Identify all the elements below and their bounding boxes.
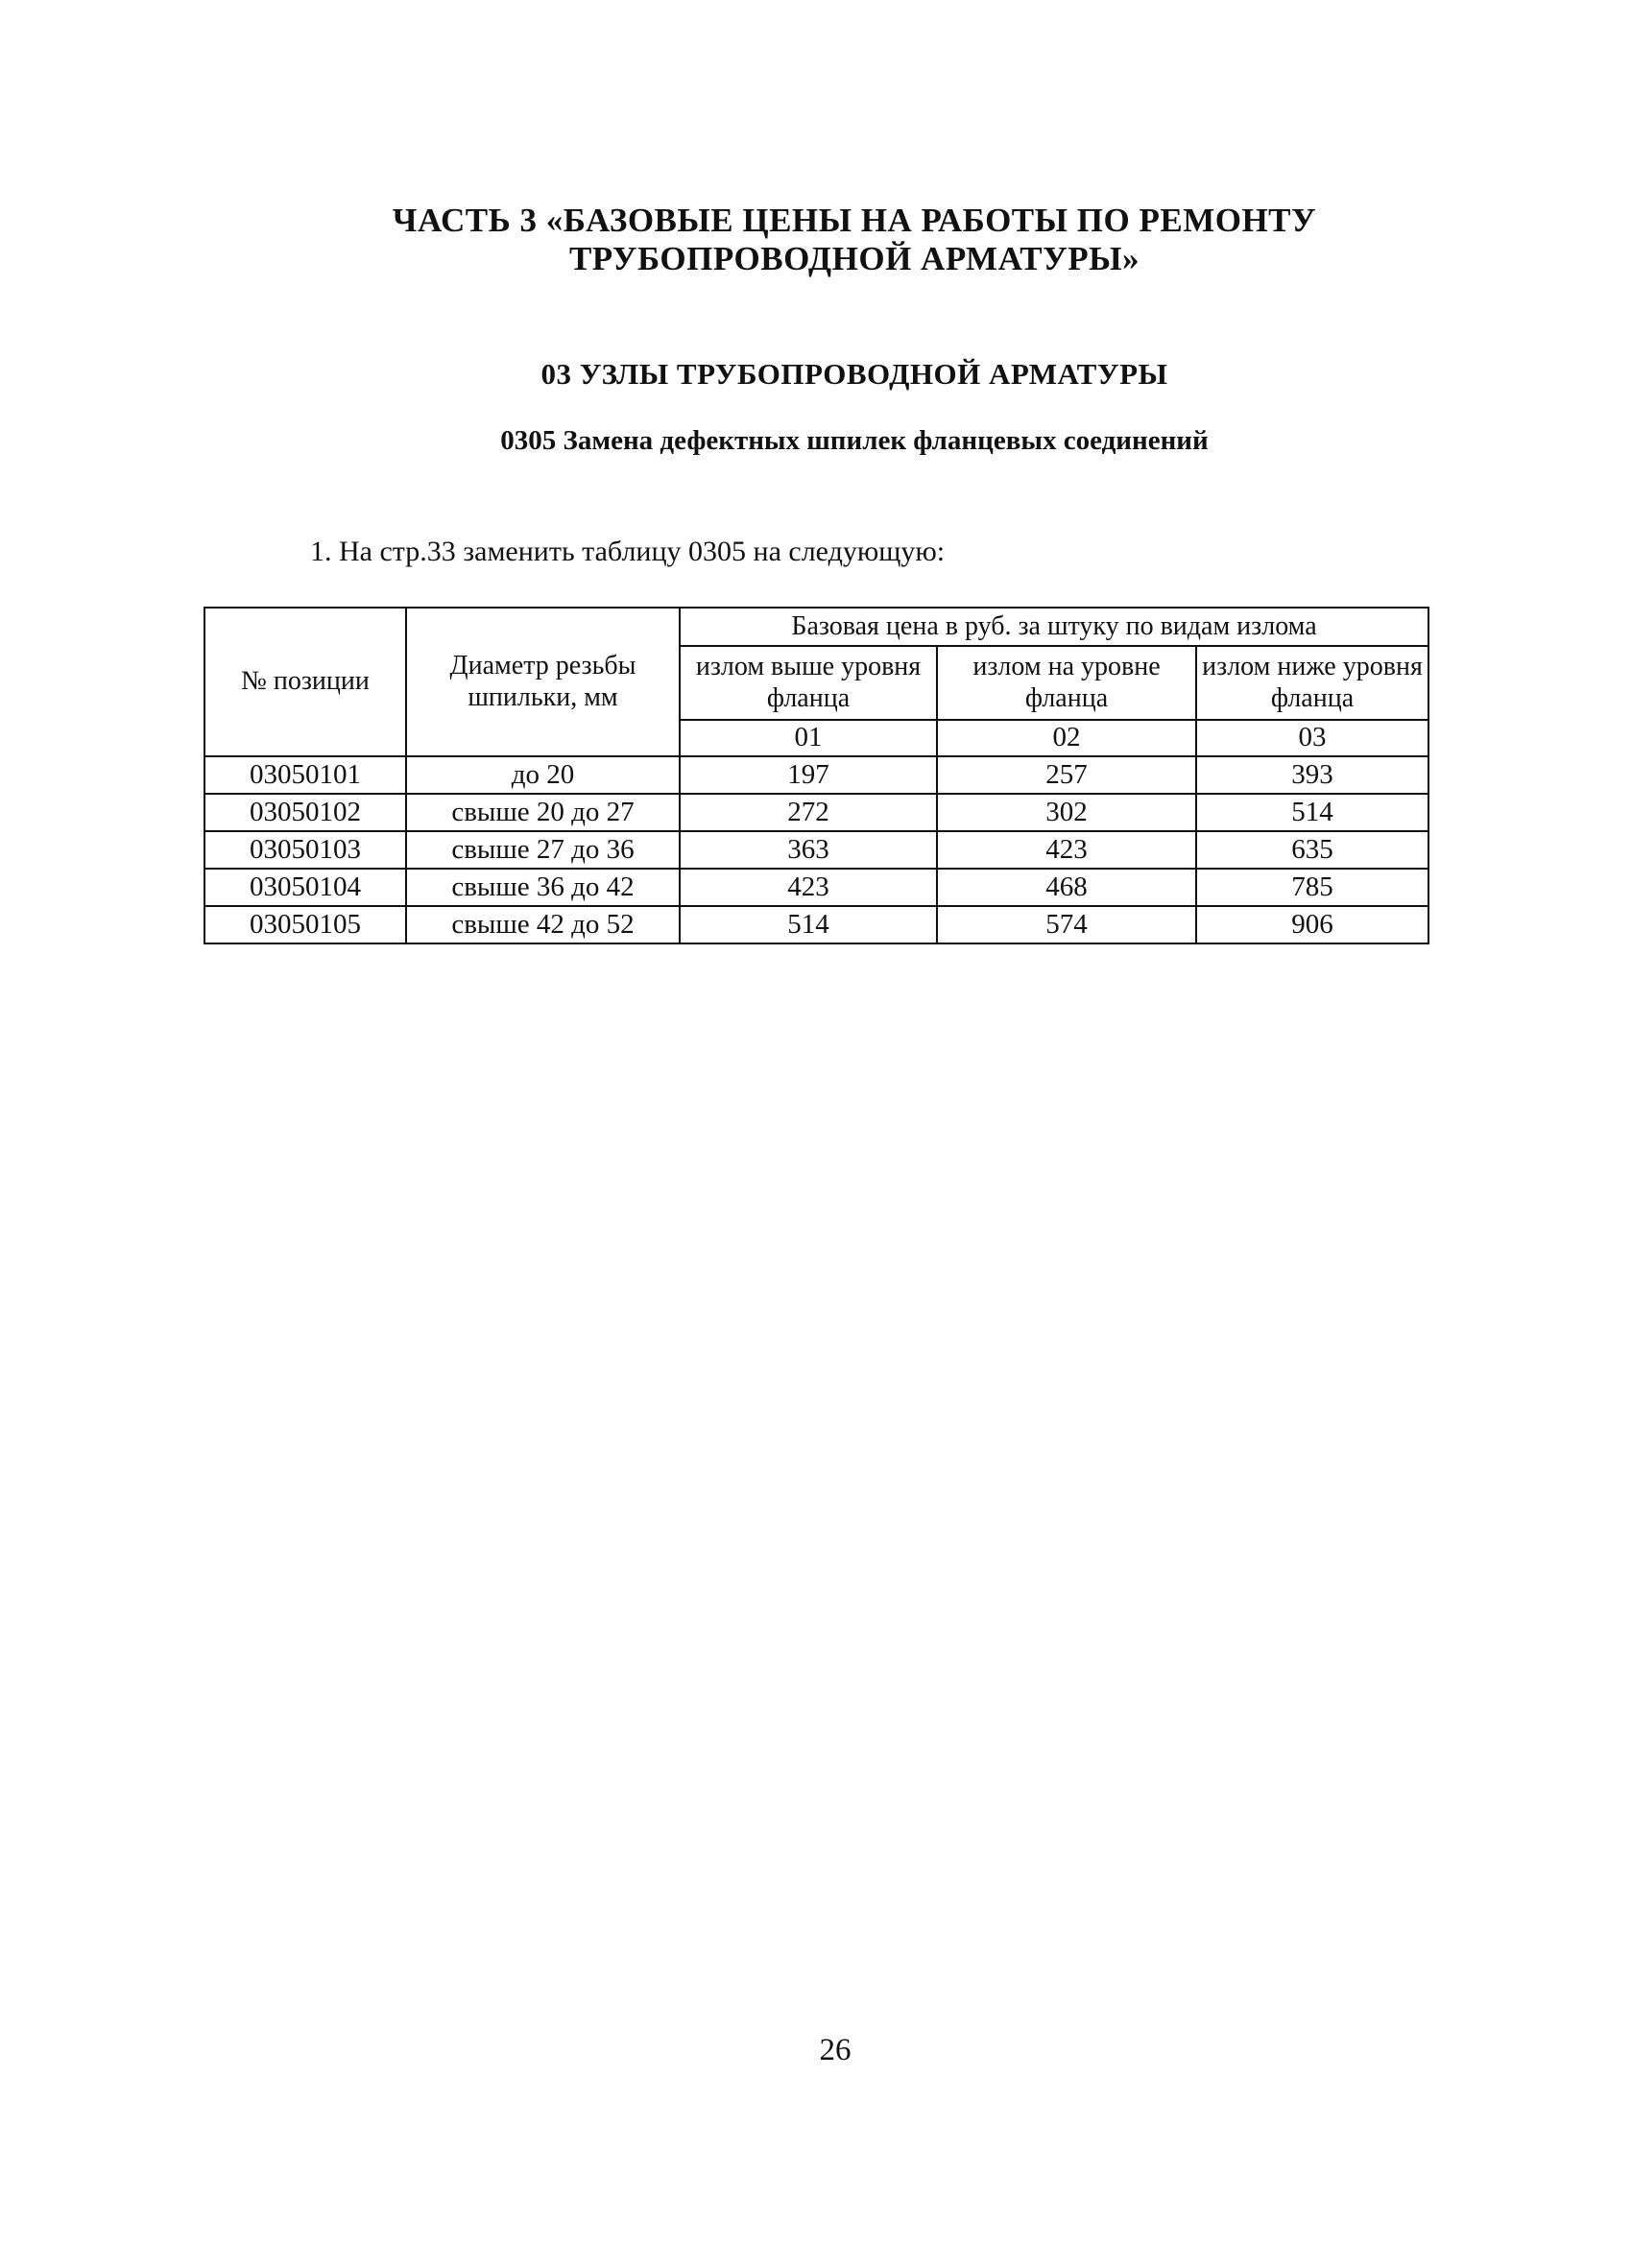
header-position: № позиции <box>204 608 406 756</box>
cell-price-01: 423 <box>680 869 937 906</box>
cell-price-02: 574 <box>937 906 1196 943</box>
cell-price-03: 785 <box>1196 869 1428 906</box>
part-title-line1: ЧАСТЬ 3 «БАЗОВЫЕ ЦЕНЫ НА РАБОТЫ ПО РЕМОНТУ <box>392 202 1317 239</box>
cell-position: 03050102 <box>204 794 406 831</box>
cell-price-02: 257 <box>937 756 1196 794</box>
header-code-01: 01 <box>680 720 937 756</box>
cell-price-03: 635 <box>1196 831 1428 869</box>
header-code-02: 02 <box>937 720 1196 756</box>
header-diameter: Диаметр резьбы шпильки, мм <box>406 608 680 756</box>
cell-position: 03050101 <box>204 756 406 794</box>
cell-price-02: 302 <box>937 794 1196 831</box>
cell-price-01: 272 <box>680 794 937 831</box>
cell-price-03: 393 <box>1196 756 1428 794</box>
cell-position: 03050105 <box>204 906 406 943</box>
cell-position: 03050104 <box>204 869 406 906</box>
page-number: 26 <box>819 2033 852 2067</box>
subsection-title: 0305 Замена дефектных шпилек фланцевых соединений <box>500 425 1209 456</box>
part-title-line2: ТРУБОПРОВОДНОЙ АРМАТУРЫ» <box>568 240 1140 277</box>
cell-price-03: 906 <box>1196 906 1428 943</box>
cell-diameter: до 20 <box>406 756 680 794</box>
header-break-below: излом ниже уровня фланца <box>1196 646 1428 720</box>
header-code-03: 03 <box>1196 720 1428 756</box>
table-row <box>204 831 1428 869</box>
cell-diameter: свыше 36 до 42 <box>406 869 680 906</box>
section-title: 03 УЗЛЫ ТРУБОПРОВОДНОЙ АРМАТУРЫ <box>540 357 1168 391</box>
cell-price-01: 197 <box>680 756 937 794</box>
cell-price-03: 514 <box>1196 794 1428 831</box>
cell-diameter: свыше 27 до 36 <box>406 831 680 869</box>
price-table <box>204 607 1429 944</box>
header-break-level: излом на уровне фланца <box>937 646 1196 720</box>
cell-price-02: 423 <box>937 831 1196 869</box>
cell-price-01: 514 <box>680 906 937 943</box>
table-row <box>204 906 1428 943</box>
cell-position: 03050103 <box>204 831 406 869</box>
cell-price-02: 468 <box>937 869 1196 906</box>
cell-diameter: свыше 42 до 52 <box>406 906 680 943</box>
header-price-group: Базовая цена в руб. за штуку по видам излома <box>680 608 1428 646</box>
cell-diameter: свыше 20 до 27 <box>406 794 680 831</box>
table-row <box>204 794 1428 831</box>
header-break-above: излом выше уровня фланца <box>680 646 937 720</box>
table-row <box>204 869 1428 906</box>
instruction-text: 1. На стр.33 заменить таблицу 0305 на следующую: <box>310 536 946 567</box>
cell-price-01: 363 <box>680 831 937 869</box>
table-row <box>204 756 1428 794</box>
table-header-row <box>204 608 1428 646</box>
